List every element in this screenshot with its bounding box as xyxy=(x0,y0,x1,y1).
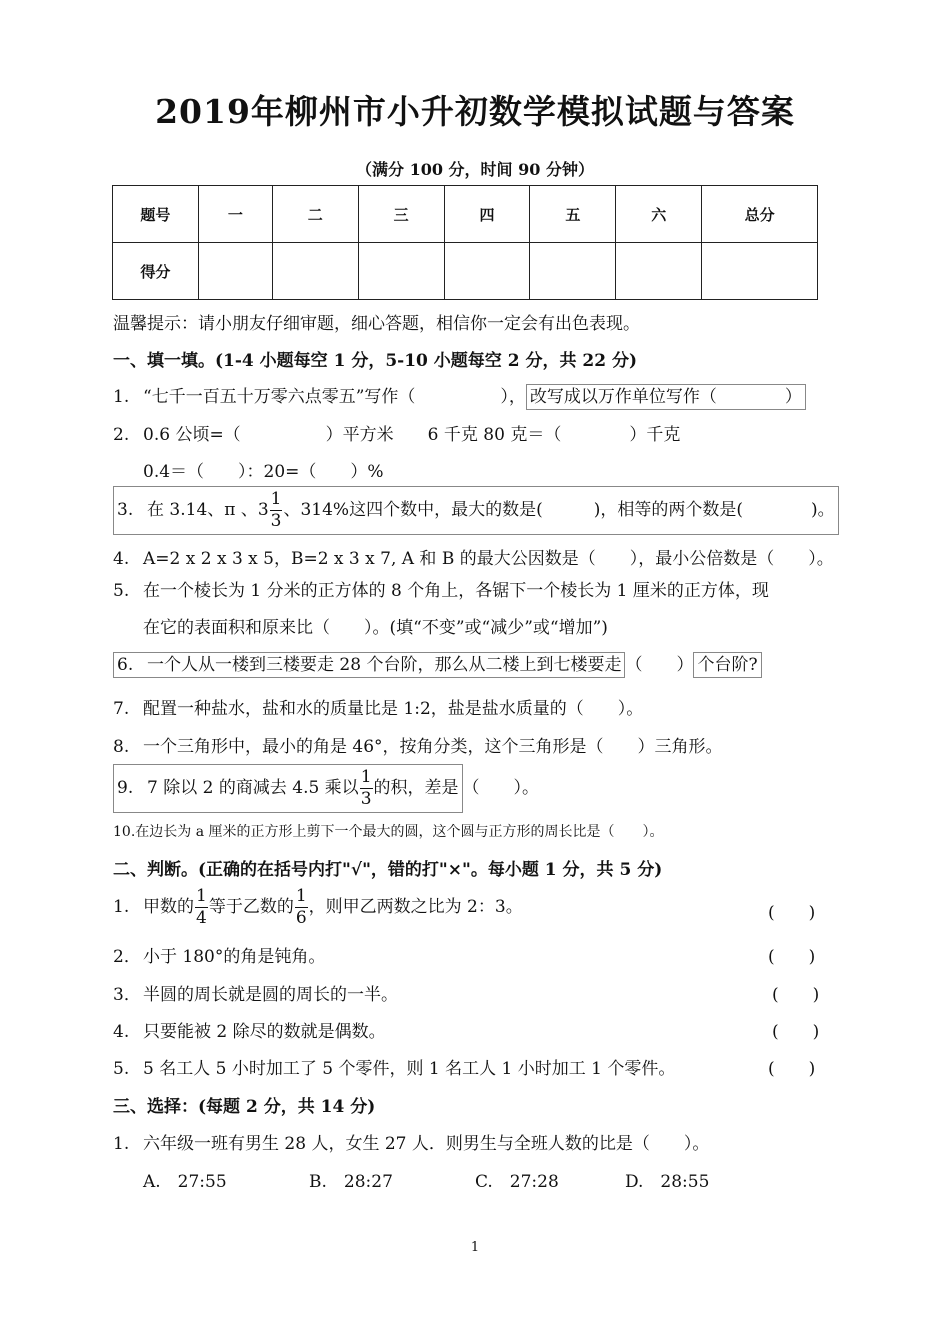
question-3-1-options xyxy=(143,1167,791,1192)
answer-blank[interactable]: ( ) xyxy=(768,1059,816,1079)
option-c[interactable]: C. 27:28 xyxy=(475,1172,559,1192)
question-2-5 xyxy=(113,1054,675,1079)
question-number: 3. xyxy=(117,500,134,520)
question-1-7 xyxy=(113,694,643,719)
score-cell[interactable] xyxy=(358,243,444,300)
question-1-5 xyxy=(113,576,769,601)
score-header-cell: 总分 xyxy=(702,186,818,243)
question-text: 一个三角形中，最小的角是 46°，按角分类，这个三角形是（ ）三角形。 xyxy=(143,737,723,757)
score-cell[interactable] xyxy=(530,243,616,300)
question-1-2-line2: 0.4＝（ ）：20=（ ）% xyxy=(143,462,384,482)
question-number: 1. xyxy=(113,1134,130,1154)
question-box xyxy=(113,486,839,535)
question-2-2 xyxy=(113,942,325,967)
question-text: 7 除以 2 的商减去 4.5 乘以 xyxy=(147,778,359,798)
question-text: 小于 180°的角是钝角。 xyxy=(143,947,326,967)
score-cell[interactable] xyxy=(272,243,358,300)
question-2-1 xyxy=(113,888,523,927)
question-text: 在一个棱长为 1 分米的正方体的 8 个角上，各锯下一个棱长为 1 厘米的正方体，现 xyxy=(143,581,769,601)
question-text: ，则甲乙两数之比为 2：3。 xyxy=(308,897,523,917)
question-text: 0.6 公顷=（ ）平方米 6 千克 80 克＝（ ）千克 xyxy=(143,425,681,445)
question-1-6 xyxy=(113,650,762,675)
score-table xyxy=(112,185,818,300)
score-header-cell: 三 xyxy=(358,186,444,243)
question-text: “七千一百五十万零六点零五”写作（ ）， xyxy=(143,387,526,407)
question-number: 4. xyxy=(113,549,130,569)
question-number: 4. xyxy=(113,1022,130,1042)
section2-heading: 二、判断。(正确的在括号内打"√"，错的打"×"。每小题 1 分，共 5 分) xyxy=(113,860,663,880)
score-cell[interactable] xyxy=(198,243,272,300)
question-number: 2. xyxy=(113,425,130,445)
fraction-one-quarter: $\frac{1}{4}$ xyxy=(196,886,207,928)
option-d[interactable]: D. 28:55 xyxy=(625,1172,710,1192)
question-text-boxed: 个台阶? xyxy=(693,652,761,678)
option-b[interactable]: B. 28:27 xyxy=(309,1172,393,1192)
answer-blank[interactable]: ( ) xyxy=(772,1022,820,1042)
question-text: 配置一种盐水，盐和水的质量比是 1:2，盐是盐水质量的（ ）。 xyxy=(143,699,644,719)
question-text: 5 名工人 5 小时加工了 5 个零件，则 1 名工人 1 小时加工 1 个零件。 xyxy=(143,1059,676,1079)
score-cell[interactable] xyxy=(444,243,530,300)
question-1-4 xyxy=(113,544,834,569)
answer-blank[interactable]: ( ) xyxy=(772,985,820,1005)
question-1-3 xyxy=(113,486,839,535)
question-1-5-line2: 在它的表面积和原来比（ ）。(填“不变”或“减少”或“增加”) xyxy=(143,618,608,638)
answer-blank[interactable]: ( ) xyxy=(768,903,816,923)
question-text: 的积，差是 xyxy=(373,778,459,798)
score-header-cell: 六 xyxy=(616,186,702,243)
question-number: 2． xyxy=(113,947,141,967)
answer-blank[interactable]: （ ） xyxy=(625,655,694,675)
score-cell[interactable] xyxy=(616,243,702,300)
question-text: 一个人从一楼到三楼要走 28 个台阶，那么从二楼上到七楼要走 xyxy=(147,655,622,675)
question-text: 只要能被 2 除尽的数就是偶数。 xyxy=(143,1022,386,1042)
question-1-2 xyxy=(113,420,680,445)
score-header-cell: 一 xyxy=(198,186,272,243)
fraction-one-sixth: $\frac{1}{6}$ xyxy=(295,886,307,928)
page-subtitle: （满分 100 分，时间 90 分钟） xyxy=(356,160,594,179)
question-text: 甲数的 xyxy=(143,897,194,917)
question-1-1 xyxy=(113,382,806,407)
question-text: 、314%这四个数中，最大的数是( )，相等的两个数是( )。 xyxy=(283,500,835,520)
score-row-label: 得分 xyxy=(113,243,199,300)
score-header-cell: 五 xyxy=(530,186,616,243)
fraction-one-third: $\frac{1}{3}$ xyxy=(360,767,372,809)
fraction-one-third: $\frac{1}{3}$ xyxy=(270,489,282,531)
question-1-10: 10.在边长为 a 厘米的正方形上剪下一个最大的圆，这个圆与正方形的周长比是（ ）。 xyxy=(113,824,664,840)
score-table-score-row xyxy=(113,243,818,300)
question-text: 半圆的周长就是圆的周长的一半。 xyxy=(143,985,398,1005)
question-text: 在 3.14、π 、3 xyxy=(147,500,269,520)
page-title: 2019年柳州市小升初数学模拟试题与答案 xyxy=(155,92,795,131)
question-number: 6. xyxy=(117,655,134,675)
question-number: 5. xyxy=(113,1059,130,1079)
question-box xyxy=(113,764,463,813)
question-box xyxy=(113,652,625,678)
question-number: 3． xyxy=(113,985,141,1005)
question-number: 8. xyxy=(113,737,130,757)
answer-blank[interactable]: （ ）。 xyxy=(462,778,540,798)
question-number: 7. xyxy=(113,699,130,719)
tip-text: 温馨提示：请小朋友仔细审题，细心答题，相信你一定会有出色表现。 xyxy=(113,314,640,334)
score-header-cell: 四 xyxy=(444,186,530,243)
answer-blank[interactable]: ( ) xyxy=(768,947,816,967)
question-2-3 xyxy=(113,980,398,1005)
section1-heading: 一、填一填。(1-4 小题每空 1 分，5-10 小题每空 2 分，共 22 分) xyxy=(113,351,638,371)
question-text: 等于乙数的 xyxy=(208,897,294,917)
question-number: 1. xyxy=(113,897,130,917)
question-2-4 xyxy=(113,1017,386,1042)
question-text-boxed: 改写成以万作单位写作（ ） xyxy=(526,384,806,410)
question-text: 六年级一班有男生 28 人，女生 27 人．则男生与全班人数的比是（ ）。 xyxy=(143,1134,710,1154)
question-number: 1. xyxy=(113,387,130,407)
question-number: 9. xyxy=(117,778,134,798)
score-header-cell: 题号 xyxy=(113,186,199,243)
option-a[interactable]: A. 27:55 xyxy=(143,1172,227,1192)
score-header-cell: 二 xyxy=(272,186,358,243)
score-cell[interactable] xyxy=(702,243,818,300)
question-3-1 xyxy=(113,1129,709,1154)
page-number: 1 xyxy=(470,1240,480,1255)
question-text: A=2 x 2 x 3 x 5，B=2 x 3 x 7, A 和 B 的最大公因数是（ ），最小公倍数是（ ）。 xyxy=(143,549,834,569)
question-number: 5. xyxy=(113,581,130,601)
question-1-8 xyxy=(113,732,723,757)
section3-heading: 三、选择：(每题 2 分，共 14 分) xyxy=(113,1097,376,1117)
score-table-header-row xyxy=(113,186,818,243)
question-1-9 xyxy=(113,764,539,813)
